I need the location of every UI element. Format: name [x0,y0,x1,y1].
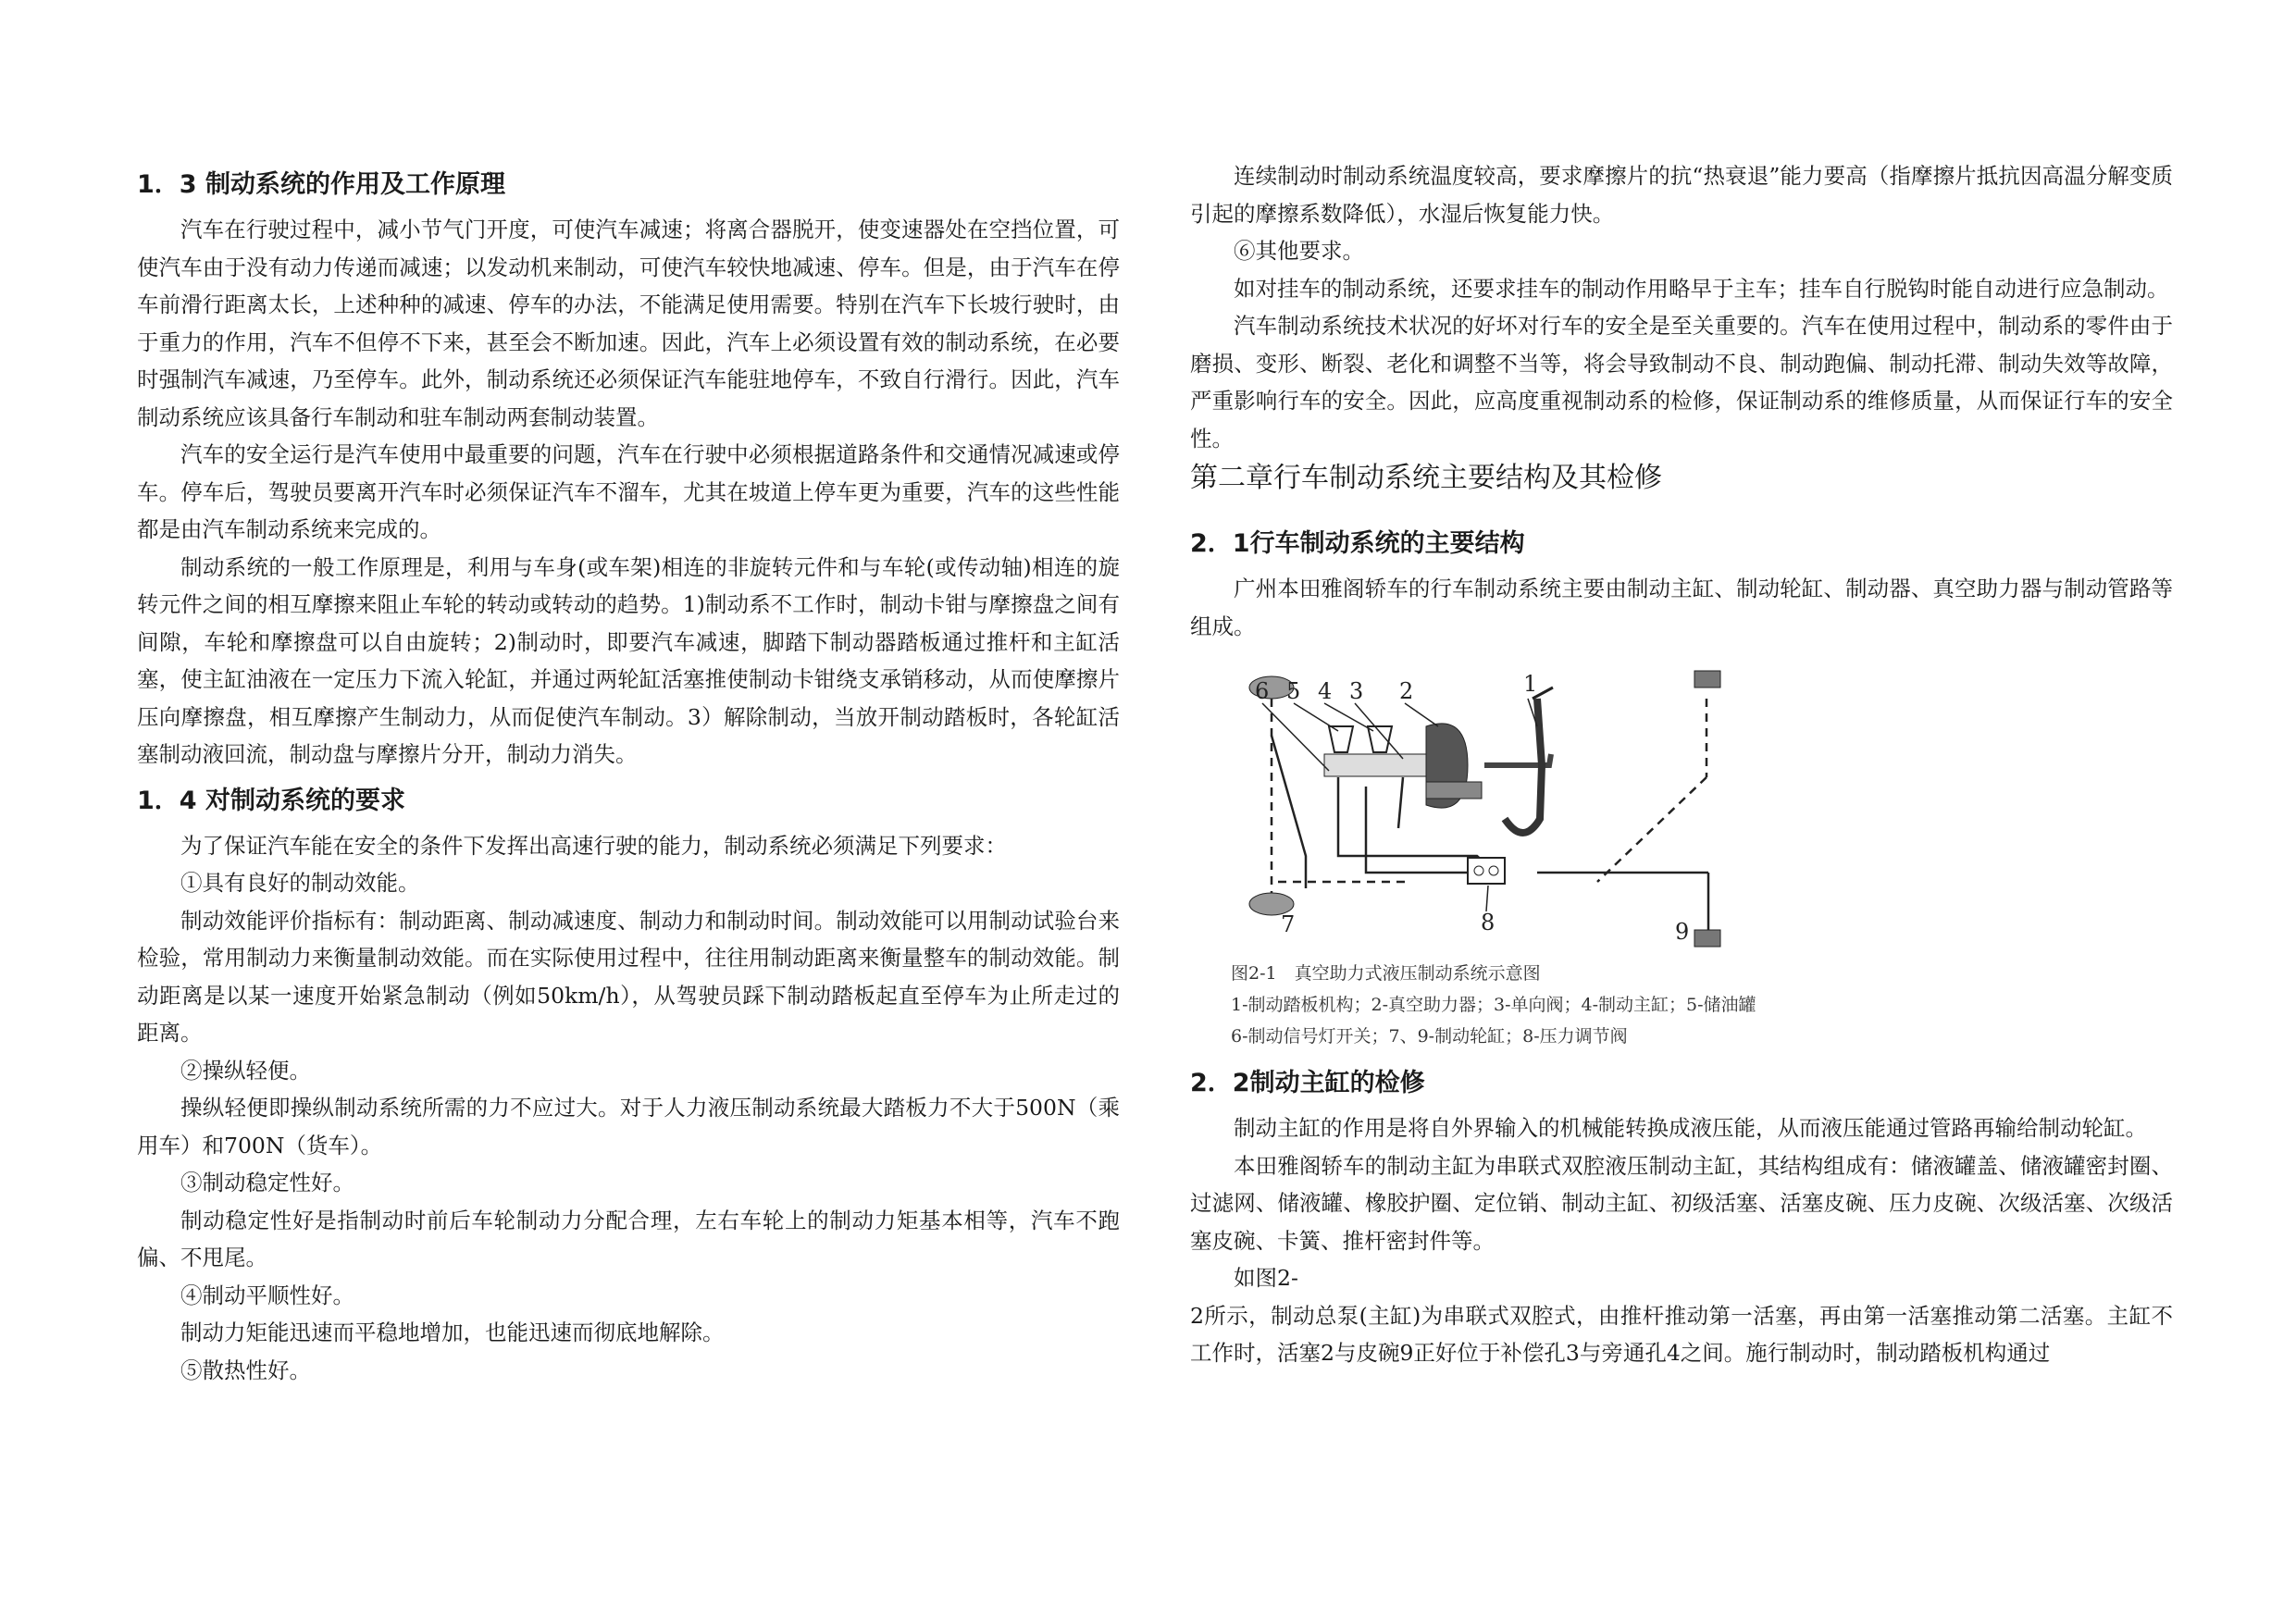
label-6: 6 [1255,678,1270,704]
requirement-item: ②操纵轻便。 [180,1057,311,1084]
paragraph: 制动稳定性好是指制动时前后车轮制动力分配合理，左右车轮上的制动力矩基本相等，汽车不跑偏、不甩尾。 [137,1207,1120,1270]
label-5: 5 [1286,678,1301,704]
paragraph: 如对挂车的制动系统，还要求挂车的制动作用略早于主车；挂车自行脱钩时能自动进行应急制动。 [1234,275,2169,302]
paragraph: 制动系统的一般工作原理是，利用与车身(或车架)相连的非旋转元件和与车轮(或传动轴)相连的旋转元件之间的相互摩擦来阻止车轮的转动或转动的趋势。1)制动系不工作时，制动卡钳与摩擦盘之间有间隙，车轮和摩擦盘可以自由旋转；2)制动时，即要汽车减速，脚踏下制动器踏板通过推杆和主缸活塞，使主缸油液在一定压力下流入轮缸，并通过两轮缸活塞推使制动卡钳绕支承销移动，从而使摩擦片压向摩擦盘，相互摩擦产生制动力，从而促使汽车制动。3）解除制动，当放开制动踏板时，各轮缸活塞制动液回流，制动盘与摩擦片分开，制动力消失。 [137,553,1120,767]
diagram-svg [1190,662,2173,958]
section-heading-2-2: 2．2制动主缸的检修 [1190,1069,1425,1097]
label-9: 9 [1675,919,1690,945]
paragraph: 如图2- [1234,1265,1298,1291]
paragraph: 本田雅阁轿车的制动主缸为串联式双腔液压制动主缸，其结构组成有：储液罐盖、储液罐密封圈、过滤网、储液罐、橡胶护圈、定位销、制动主缸、初级活塞、活塞皮碗、压力皮碗、次级活塞、次级活塞皮碗、卡簧、推杆密封件等。 [1190,1152,2173,1254]
requirement-item: ④制动平顺性好。 [180,1282,354,1308]
brake-system-diagram [1190,662,2173,958]
requirement-item: ③制动稳定性好。 [180,1170,354,1196]
pressure-regulator-icon [1468,858,1505,884]
paragraph: 连续制动时制动系统温度较高，要求摩擦片的抗“热衰退”能力要高（指摩擦片抵抗因高温分解变质引起的摩擦系数降低），水湿后恢复能力快。 [1190,163,2173,227]
wheel-cylinder-top-right-icon [1694,671,1720,688]
label-4: 4 [1318,678,1333,704]
requirement-item: ⑤散热性好。 [180,1357,311,1383]
label-1: 1 [1523,671,1538,697]
right-column [1190,157,2173,1372]
left-column [137,157,1120,1389]
brake-pedal-icon [1484,688,1553,833]
reservoir-icon [1329,726,1353,752]
paragraph: 广州本田雅阁轿车的行车制动系统主要由制动主缸、制动轮缸、制动器、真空助力器与制动管路等组成。 [1190,576,2173,639]
paragraph: 2所示，制动总泵(主缸)为串联式双腔式，由推杆推动第一活塞，再由第一活塞推动第二活塞。主缸不工作时，活塞2与皮碗9正好位于补偿孔3与旁通孔4之间。施行制动时，制动踏板机构通过 [1190,1302,2173,1366]
label-8: 8 [1481,910,1496,935]
requirement-item: ①具有良好的制动效能。 [180,870,420,896]
section-heading-1-4: 1．4 对制动系统的要求 [137,786,405,815]
paragraph: 制动主缸的作用是将自外界输入的机械能转换成液压能，从而液压能通过管路再输给制动轮缸。 [1234,1115,2147,1141]
section-heading-1-3: 1．3 制动系统的作用及工作原理 [137,170,505,199]
paragraph: 汽车在行驶过程中，减小节气门开度，可使汽车减速；将离合器脱开，使变速器处在空挡位置，可使汽车由于没有动力传递而减速；以发动机来制动，可使汽车较快地减速、停车。但是，由于汽车在停车前滑行距离太长，上述种种的减速、停车的办法，不能满足使用需要。特别在汽车下长坡行驶时，由于重力的作用，汽车不但停不下来，甚至会不断加速。因此，汽车上必须设置有效的制动系统，在必要时强制汽车减速，乃至停车。此外，制动系统还必须保证汽车能驻地停车，不致自行滑行。因此，汽车制动系统应该具备行车制动和驻车制动两套制动装置。 [137,217,1120,430]
paragraph: 制动效能评价指标有：制动距离、制动减速度、制动力和制动时间。制动效能可以用制动试验台来检验，常用制动力来衡量制动效能。而在实际使用过程中，往往用制动距离来衡量整车的制动效能。制动距离是以某一速度开始紧急制动（例如50km/h），从驾驶员踩下制动踏板起直至停车为止所走过的距离。 [137,907,1120,1046]
wheel-cylinder-9-icon [1694,930,1720,947]
paragraph: 操纵轻便即操纵制动系统所需的力不应过大。对于人力液压制动系统最大踏板力不大于500N（乘用车）和700N（货车）。 [137,1095,1120,1158]
figure-legend-line-1: 1-制动踏板机构；2-真空助力器；3-单向阀；4-制动主缸；5-储油罐 [1231,995,1756,1015]
label-7: 7 [1281,911,1296,937]
paragraph: 为了保证汽车能在安全的条件下发挥出高速行驶的能力，制动系统必须满足下列要求： [180,832,1007,859]
figure-caption: 图2-1 真空助力式液压制动系统示意图 [1231,963,1541,984]
paragraph: 制动力矩能迅速而平稳地增加，也能迅速而彻底地解除。 [180,1319,725,1345]
label-2: 2 [1399,678,1414,704]
paragraph: 汽车的安全运行是汽车使用中最重要的问题，汽车在行驶中必须根据道路条件和交通情况减速或停车。停车后，驾驶员要离开汽车时必须保证汽车不溜车，尤其在坡道上停车更为重要，汽车的这些性能都是由汽车制动系统来完成的。 [137,441,1120,542]
paragraph: 汽车制动系统技术状况的好坏对行车的安全是至关重要的。汽车在使用过程中，制动系的零件由于磨损、变形、断裂、老化和调整不当等，将会导致制动不良、制动跑偏、制动托滞、制动失效等故障，严重影响行车的安全。因此，应高度重视制动系的检修，保证制动系的维修质量，从而保证行车的安全性。 [1190,313,2173,452]
section-heading-2-1: 2．1行车制动系统的主要结构 [1190,529,1525,558]
label-3: 3 [1349,678,1364,704]
chapter-title: 第二章行车制动系统主要结构及其检修 [1190,462,1662,494]
figure-legend-line-2: 6-制动信号灯开关；7、9-制动轮缸；8-压力调节阀 [1231,1026,1628,1047]
master-cylinder-icon [1324,754,1426,776]
requirement-item: ⑥其他要求。 [1234,238,1364,264]
